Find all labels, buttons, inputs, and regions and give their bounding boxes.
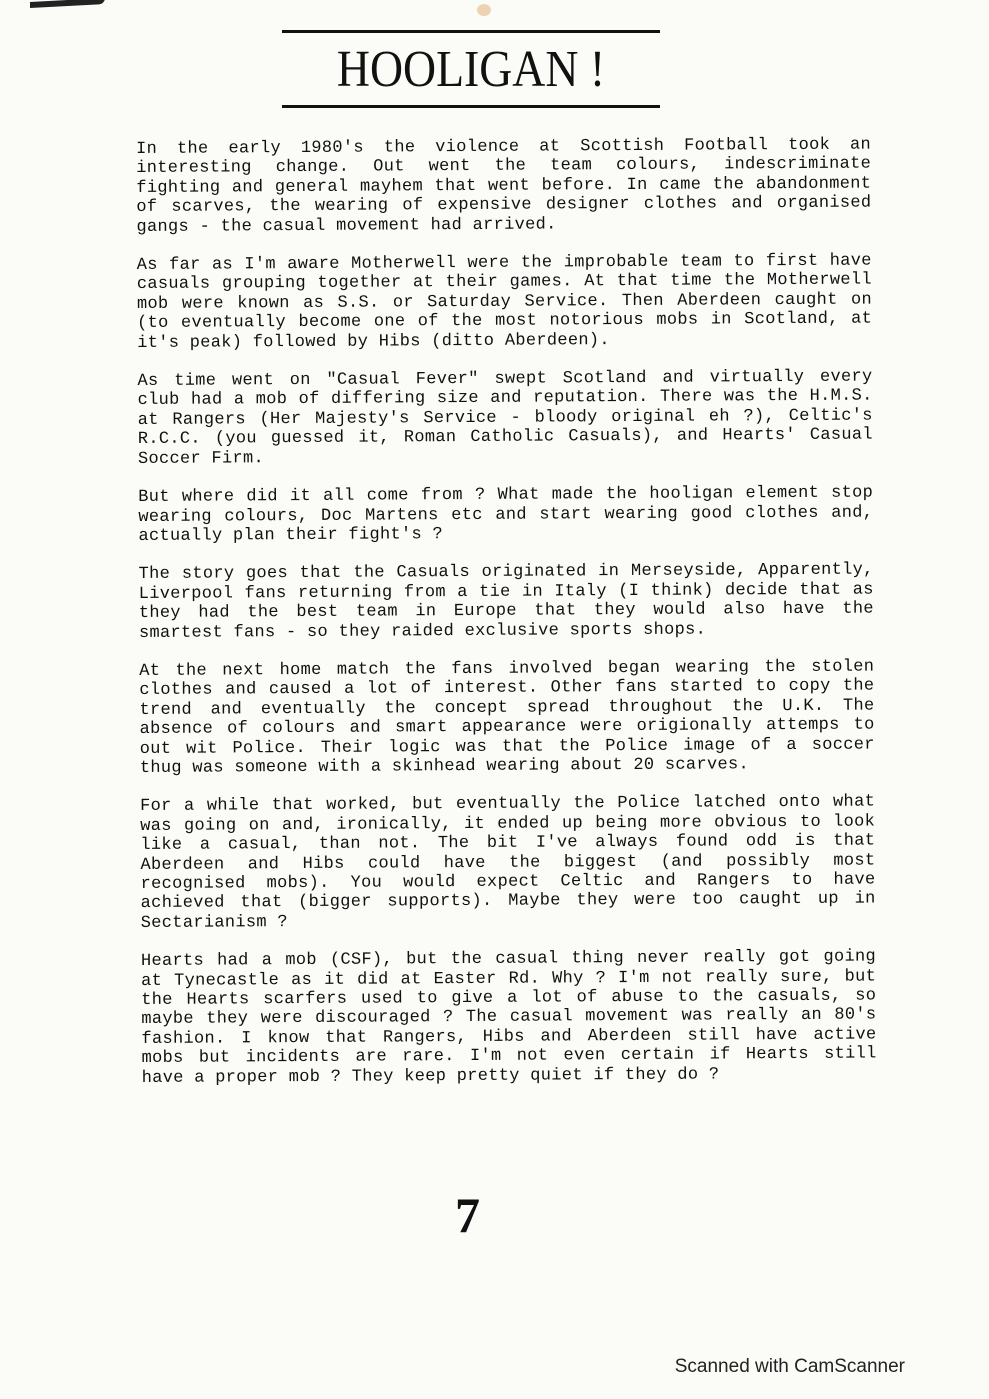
title-bottom-rule: [282, 105, 660, 108]
paragraph: Hearts had a mob (CSF), but the casual thing never really got going at Tynecastle as it did at Easter Rd. Why ? I'm not really sure, but the Hearts scarfers used to give a lot of abuse to the casuals, so maybe they were discouraged ? The casual movement was really an 80's fashion. I know that Rangers, Hibs and Aberdeen still have active mobs but incidents are rare. I'm not even certain if Hearts still have a proper mob ? They keep pretty quiet if they do ?: [140, 947, 877, 1088]
scan-edge-mark: [30, 0, 105, 8]
paragraph: As far as I'm aware Motherwell were the improbable team to first have casuals grouping together at their games. At that time the Motherwell mob were known as S.S. or Saturday Service. Then Aberdeen caught on (to eventually become one of the most notorious mobs in Scotland, at it's peak) followed by Hibs (ditto Aberdeen).: [136, 251, 873, 353]
paragraph: In the early 1980's the violence at Scottish Football took an interesting change. Out went the team colours, indescriminate fighting and general mayhem that went before. In came the abandonment of scarves, the wearing of expensive designer clothes and organised gangs - the casual movement had arrived.: [136, 135, 872, 237]
page-title: HOOLIGAN !: [336, 41, 606, 98]
paper-stain: [477, 4, 491, 16]
paragraph: At the next home match the fans involved began wearing the stolen clothes and caused a lot of interest. Other fans started to copy the trend and eventually the concept spread throughout the U.K. The absence of colours and smart appearance were origionally attemps to out wit Police. Their logic was that the Police image of a soccer thug was someone with a skinhead wearing about 20 scarves.: [139, 657, 875, 778]
article-body: [136, 136, 877, 1108]
title-top-rule: [282, 30, 660, 33]
paragraph: As time went on "Casual Fever" swept Scotland and virtually every club had a mob of differing size and reputation. There was the H.M.S. at Rangers (Her Majesty's Service - bloody original eh ?), Celtic's R.C.C. (you guessed it, Roman Catholic Casuals), and Hearts' Casual Soccer Firm.: [137, 367, 873, 469]
paragraph: The story goes that the Casuals originated in Merseyside, Apparently, Liverpool fans returning from a tie in Italy (I think) decide that as they had the best team in Europe that they would also have the smartest fans - so they raided exclusive sports shops.: [138, 560, 874, 643]
title-block: [282, 30, 660, 108]
page-number: 7: [455, 1187, 480, 1243]
scanner-watermark: Scanned with CamScanner: [674, 1356, 905, 1377]
paragraph: But where did it all come from ? What made the hooligan element stop wearing colours, Doc Martens etc and start wearing good clothes and, actually plan their fight's ?: [138, 483, 874, 546]
paragraph: For a while that worked, but eventually the Police latched onto what was going on and, ironically, it ended up being more obvious to look like a casual, than not. The bit I've always found odd is that Aberdeen and Hibs could have the biggest (and possibly most recognised mobs). You would expect Celtic and Rangers to have achieved that (bigger supports). Maybe they were too caught up in Sectarianism ?: [140, 792, 876, 933]
